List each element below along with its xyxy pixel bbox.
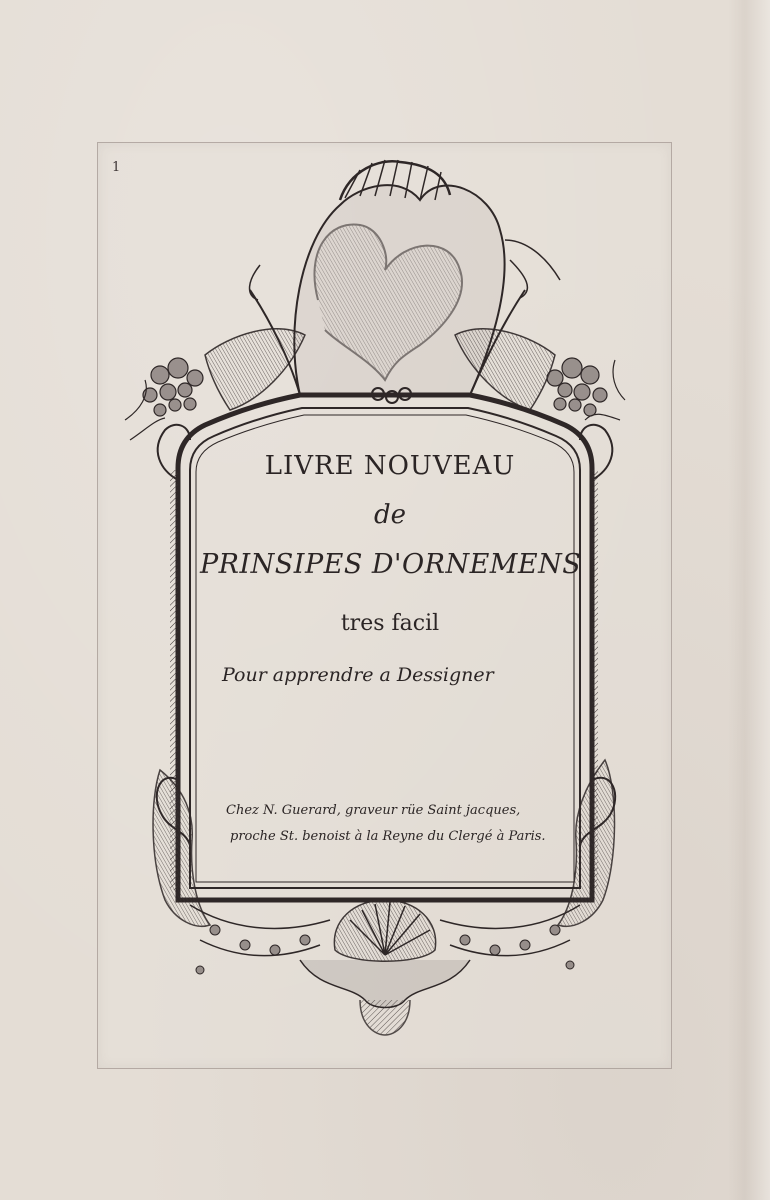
bottom-shell	[300, 900, 470, 1035]
fruit-cluster-right	[547, 358, 625, 420]
imprint-line-1: Chez N. Guerard, graveur rüe Saint jacques,	[226, 803, 521, 818]
title-line-3: PRINSIPES D'ORNEMENS	[200, 549, 582, 580]
plate-number: 1	[112, 160, 121, 175]
title-line-2: de	[373, 500, 407, 530]
acanthus-left	[153, 770, 210, 926]
title-line-4: tres facil	[340, 611, 440, 636]
imprint-line-2: proche St. benoist à la Reyne du Clergé à Paris.	[230, 829, 546, 844]
title-line-1: LIVRE NOUVEAU	[264, 451, 516, 481]
fruit-cluster-left	[125, 358, 203, 440]
title-line-5: Pour apprendre a Dessigner	[222, 664, 494, 686]
